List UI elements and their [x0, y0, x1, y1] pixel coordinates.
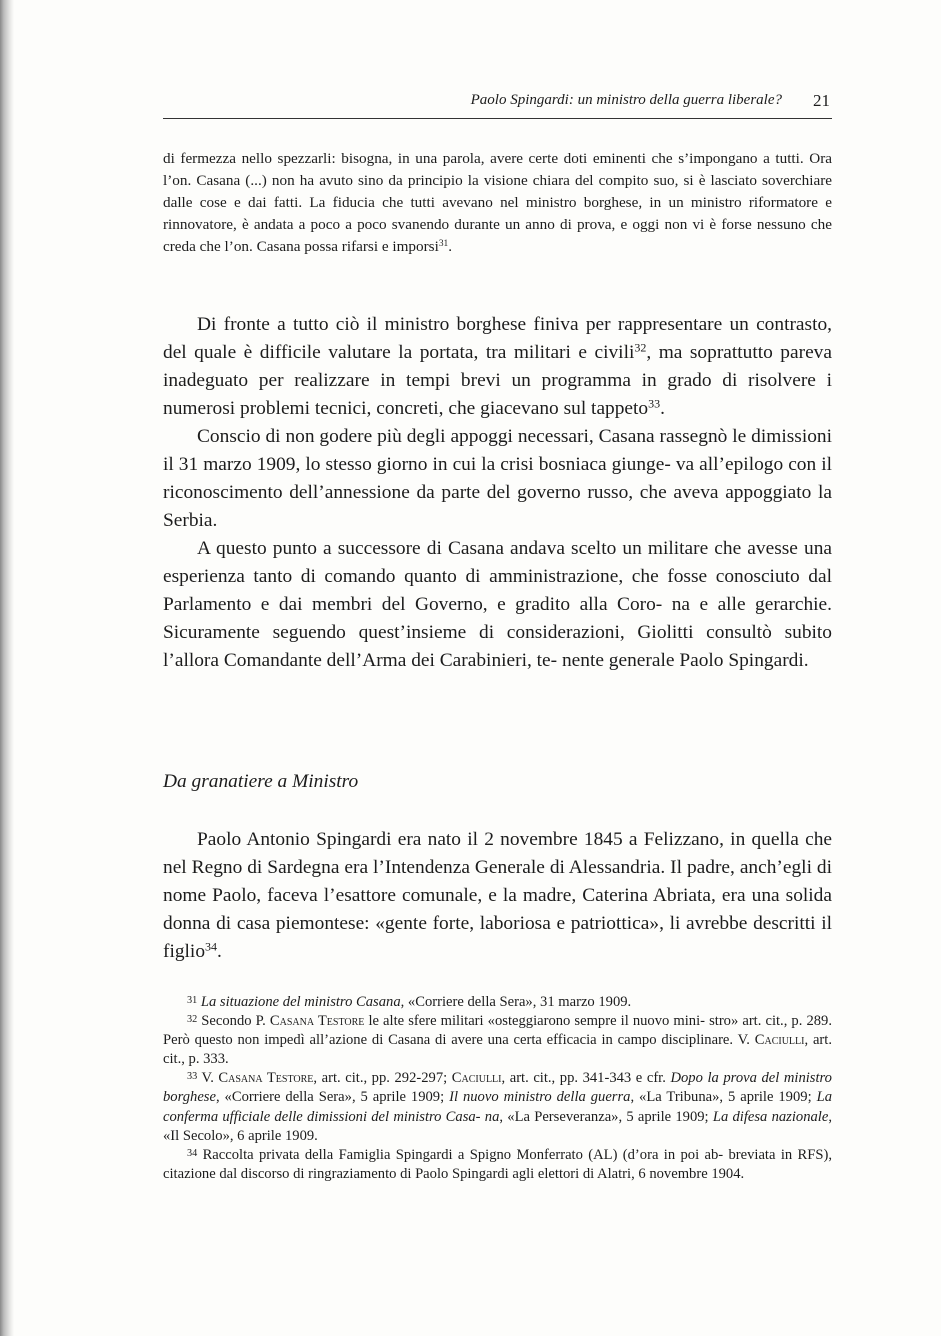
- footnote-author: Casana Testore: [269, 1013, 365, 1030]
- footnote-author: Casana Testore: [218, 1070, 314, 1087]
- footnote-text: Secondo P.: [201, 1013, 270, 1030]
- header-rule: [163, 118, 832, 119]
- footnote-ref-33[interactable]: 33: [648, 396, 661, 411]
- section-body: [163, 826, 832, 966]
- footnote-text: , art. cit., pp. 292-297;: [313, 1070, 452, 1087]
- footnote-text: Raccolta privata della Famiglia Spingardi a Spigno Monferrato (AL) (d’ora in poi ab- breviata in RFS), citazione dal discorso di ringraziamento di Paolo Spingardi agli elettori di Alatri, 6 novembre 1904.: [163, 1146, 832, 1182]
- footnotes: [163, 993, 832, 1184]
- paragraph-1: [163, 311, 832, 423]
- footnote-text: , «La Tribuna», 5 aprile 1909;: [630, 1089, 817, 1106]
- footnote-author: Caciulli: [754, 1032, 805, 1049]
- section-heading: Da granatiere a Ministro: [163, 771, 359, 792]
- paragraph-3: A questo punto a successore di Casana andava scelto un militare che avesse una esperienza tanto di comando quanto di amministrazione, che fosse conosciuto dal Parlamento e dai membri del Governo, e gradito alla Coro- na e alle gerarchie. Sicuramente seguendo quest’insieme di considerazioni, Giolitti consultò subito l’allora Comandante dell’Arma dei Carabinieri, te- nente generale Paolo Spingardi.: [163, 538, 832, 671]
- footnote-text: , «Il Secolo», 6 aprile 1909.: [163, 1108, 832, 1144]
- footnote-italic-title: La conferma ufficiale delle dimissioni del ministro Casa- na: [163, 1089, 832, 1125]
- footnote-33: [163, 1069, 832, 1145]
- footnote-ref-31[interactable]: 31: [438, 238, 449, 249]
- block-quote: [163, 148, 832, 258]
- footnote-text: , «Corriere della Sera», 31 marzo 1909.: [400, 994, 632, 1010]
- footnote-number: 33: [187, 1071, 198, 1083]
- paragraph-4: [163, 826, 832, 966]
- quote-text: di fermezza nello spezzarli: bisogna, in una parola, avere certe doti eminenti che s’impongano a tutti. Ora l’on. Casana (...) non ha avuto sino da principio la visione chiara del compito suo, si è lasciato soverchiare dalle cose e dai fatti. La fiducia che tutti avevano nel ministro borghese, in un ministro riformatore e rinnovatore, è andata a poco a poco svanendo durante un anno di prova, e oggi non vi è forse nessuno che creda che l’on. Casana possa rifarsi e imporsi: [163, 150, 832, 255]
- paragraph-1-end: .: [660, 398, 666, 419]
- footnote-ref-32[interactable]: 32: [634, 340, 647, 355]
- footnote-text: , art. cit., p. 333.: [163, 1032, 832, 1068]
- footnote-italic-title: Il nuovo ministro della guerra: [449, 1089, 631, 1106]
- paragraph-4-end: .: [217, 941, 222, 962]
- footnote-31: [163, 993, 832, 1012]
- footnote-italic-title: La situazione del ministro Casana: [200, 994, 401, 1010]
- quote-end: .: [448, 238, 453, 255]
- footnote-32: [163, 1012, 832, 1069]
- page-binding-edge: [0, 0, 14, 1336]
- paragraph-1-text-2: , ma soprattutto pareva inadeguato per realizzare in tempi brevi un programma in grado di risolvere i numerosi problemi tecnici, concreti, che giacevano sul tappeto: [163, 342, 832, 419]
- footnote-number: 32: [187, 1014, 198, 1026]
- footnote-34: [163, 1146, 832, 1184]
- footnote-ref-34[interactable]: 34: [205, 939, 218, 954]
- footnote-italic-title: Dopo la prova del ministro borghese: [163, 1070, 832, 1106]
- running-title: Paolo Spingardi: un ministro della guerra liberale?: [470, 92, 782, 108]
- footnote-text: , «La Perseveranza», 5 aprile 1909;: [499, 1108, 713, 1125]
- footnote-number: 34: [187, 1147, 198, 1159]
- paragraph-2: Conscio di non godere più degli appoggi necessari, Casana rassegnò le dimissioni il 31 marzo 1909, lo stesso giorno in cui la crisi bosniaca giunge- va all’epilogo con il riconoscimento dell’annessione da parte del governo russo, che aveva appoggiato la Serbia.: [163, 426, 832, 531]
- paragraph-4-text: Paolo Antonio Spingardi era nato il 2 novembre 1845 a Felizzano, in quella che nel Regno di Sardegna era l’Intendenza Generale di Alessandria. Il padre, anch’egli di nome Paolo, faceva l’esattore comunale, e la madre, Caterina Abriata, era una solida donna di casa piemontese: «gente forte, laboriosa e patriottica», li avrebbe descritti il figlio: [163, 829, 832, 962]
- paragraph-1-text: Di fronte a tutto ciò il ministro borghese finiva per rappresentare un contrasto, del quale è difficile valutare la portata, tra militari e civili: [163, 314, 832, 363]
- footnote-author: Caciulli: [451, 1070, 502, 1087]
- footnote-text: V.: [201, 1070, 219, 1087]
- footnote-text: , art. cit., pp. 341-343 e cfr.: [501, 1070, 671, 1087]
- footnote-number: 31: [187, 994, 198, 1006]
- footnote-text: le alte sfere militari «osteggiarono sempre il nuovo mini- stro» art. cit., p. 289. Però questo non impedì all’azione di Casana di avere una certa efficacia in campo disciplinare. V.: [163, 1013, 832, 1049]
- footnote-italic-title: La difesa nazionale: [712, 1108, 829, 1125]
- page-number: 21: [813, 91, 830, 110]
- body-text: [163, 311, 832, 675]
- footnote-text: , «Corriere della Sera», 5 aprile 1909;: [215, 1089, 450, 1106]
